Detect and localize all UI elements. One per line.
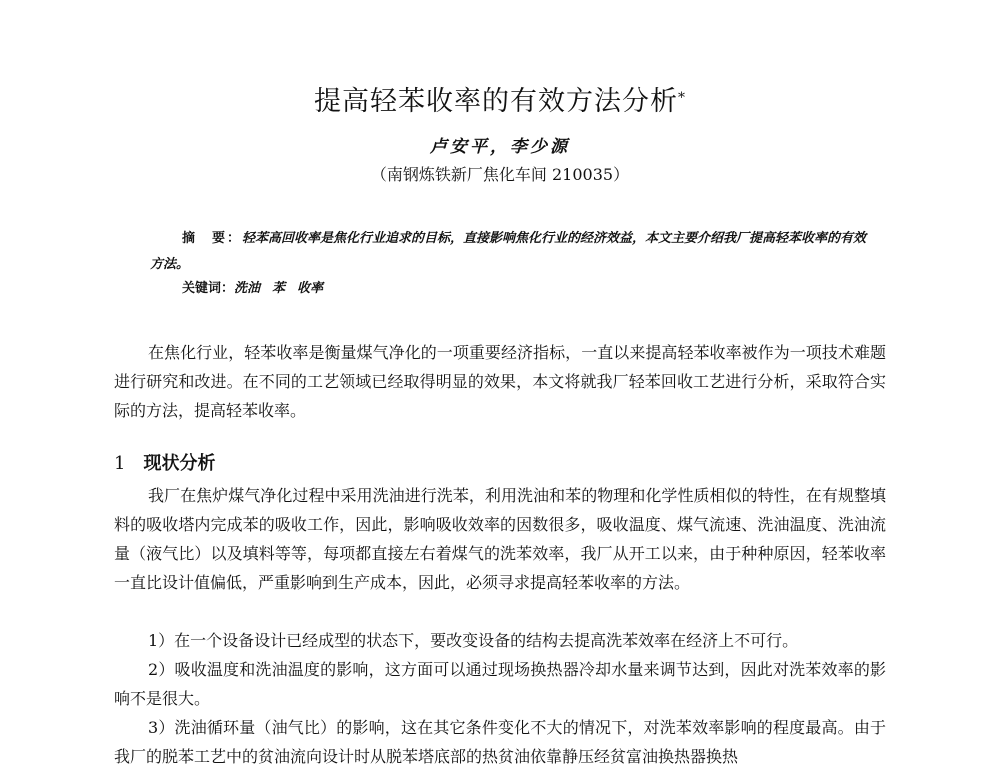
abstract-label: 摘 要： — [182, 231, 243, 246]
keyword: 收率 — [297, 281, 324, 296]
section-paragraph: 我厂在焦炉煤气净化过程中采用洗油进行洗苯，利用洗油和苯的物理和化学性质相似的特性，在有规整填料的吸收塔内完成苯的吸收工作，因此，影响吸收效率的因数很多，吸收温度、煤气流速、洗油温度、洗油流量（液气比）以及填料等等，每项都直接左右着煤气的洗苯效率，我厂从开工以来，由于种种原因，轻苯收率一直比设计值偏低，严重影响到生产成本，因此，必须寻求提高轻苯收率的方法。 — [114, 486, 886, 592]
keywords-label: 关键词： — [182, 281, 235, 296]
list-item-2: 2）吸收温度和洗油温度的影响，这方面可以通过现场换热器冷却水量来调节达到，因此对洗苯效率的影响不是很大。 — [114, 660, 886, 708]
keyword: 苯 — [272, 281, 286, 296]
abstract-text: 轻苯高回收率是焦化行业追求的目标，直接影响焦化行业的经济效益，本文主要介绍我厂提高轻苯收率的有效方法。 — [150, 231, 867, 272]
keyword: 洗油 — [234, 281, 261, 296]
intro-paragraph: 在焦化行业，轻苯收率是衡量煤气净化的一项重要经济指标，一直以来提高轻苯收率被作为一项技术难题进行研究和改进。在不同的工艺领域已经取得明显的效果，本文将就我厂轻苯回收工艺进行分析，采取符合实际的方法，提高轻苯收率。 — [114, 343, 886, 420]
abstract — [150, 226, 870, 278]
list-item-3: 3）洗油循环量（油气比）的影响，这在其它条件变化不大的情况下，对洗苯效率影响的程度最高。由于我厂的脱苯工艺中的贫油流向设计时从脱苯塔底部的热贫油依靠静压经贫富油换热器换热 — [114, 718, 886, 766]
paper-title-text: 提高轻苯收率的有效方法分析 — [314, 86, 678, 117]
section-number: 1 — [114, 453, 126, 474]
title-footnote-mark: * — [678, 90, 686, 106]
paper-affiliation: （南钢炼铁新厂焦化车间 210035） — [370, 165, 630, 184]
paper-title — [0, 84, 1000, 120]
section-title: 现状分析 — [143, 453, 216, 474]
paper-authors: 卢安平，李少源 — [430, 137, 570, 157]
keywords — [182, 278, 882, 300]
list-item-1: 1）在一个设备设计已经成型的状态下，要改变设备的结构去提高洗苯效率在经济上不可行。 — [148, 631, 799, 650]
section-heading — [114, 451, 886, 477]
